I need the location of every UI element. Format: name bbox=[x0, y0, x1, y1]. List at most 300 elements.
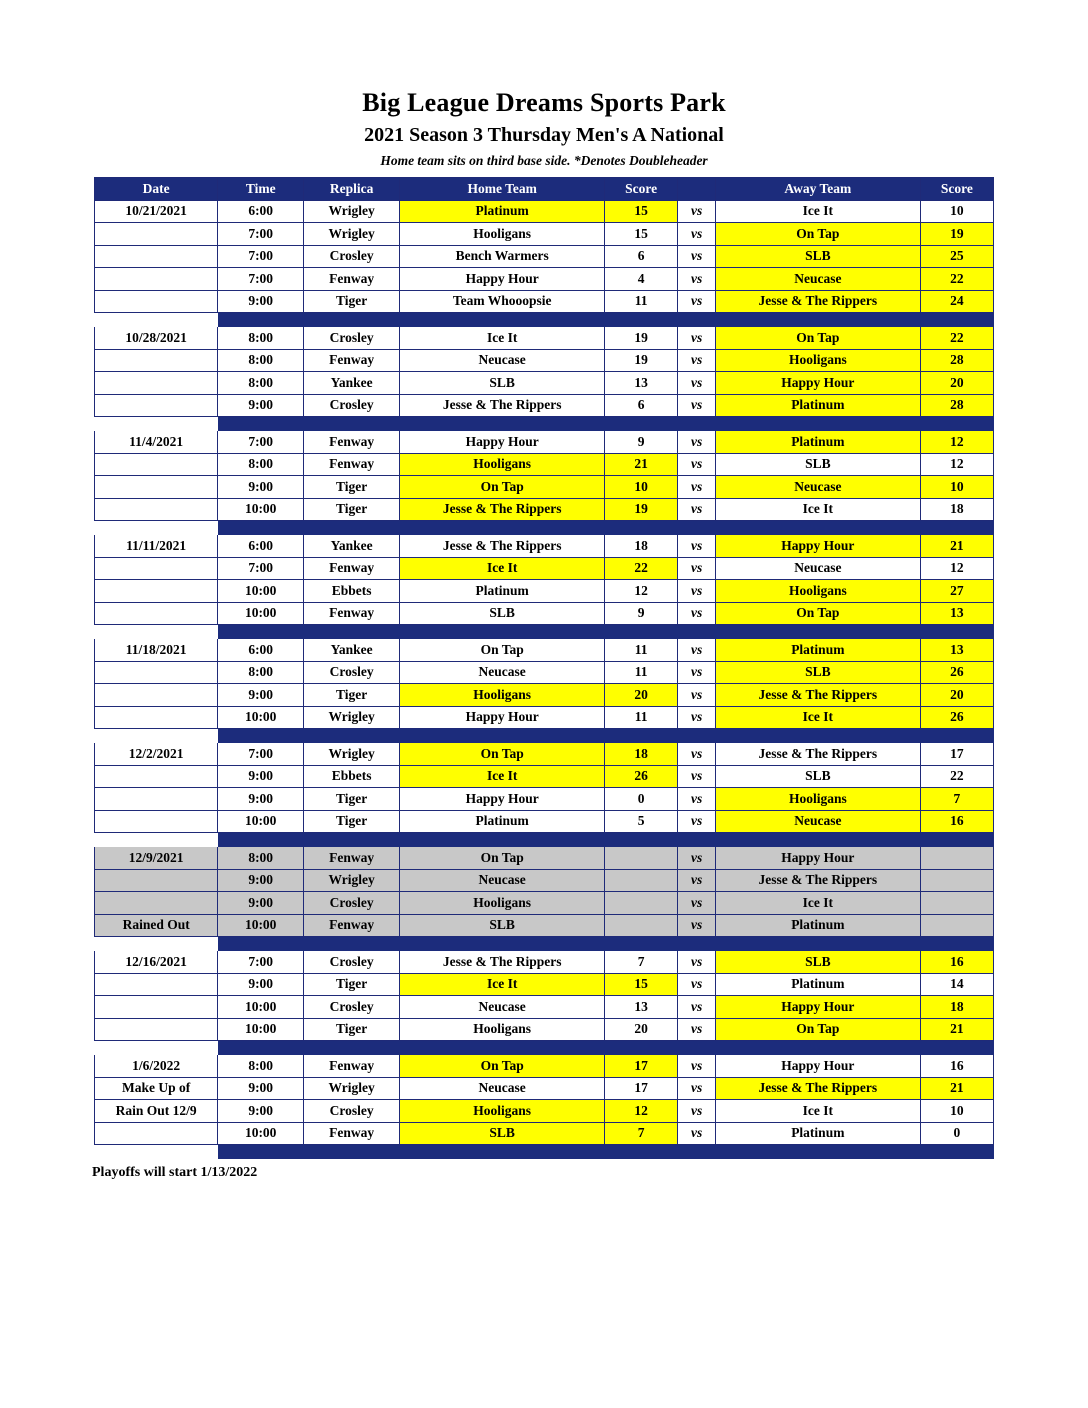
cell-date bbox=[95, 349, 218, 372]
table-row bbox=[95, 706, 994, 729]
cell-away-team: Ice It bbox=[715, 200, 920, 223]
cell-time: 7:00 bbox=[218, 223, 304, 246]
cell-home-score: 5 bbox=[605, 810, 678, 833]
cell-date bbox=[95, 476, 218, 499]
week-separator-row bbox=[95, 313, 994, 327]
cell-home-score: 7 bbox=[605, 951, 678, 974]
cell-home-team: Happy Hour bbox=[400, 706, 605, 729]
cell-home-score bbox=[605, 847, 678, 870]
cell-vs: vs bbox=[678, 431, 716, 454]
cell-away-score: 10 bbox=[920, 1100, 993, 1123]
cell-replica: Fenway bbox=[304, 1055, 400, 1078]
cell-replica: Ebbets bbox=[304, 765, 400, 788]
cell-home-team: Neucase bbox=[400, 1077, 605, 1100]
table-row bbox=[95, 245, 994, 268]
cell-home-team: Ice It bbox=[400, 973, 605, 996]
cell-away-team: Hooligans bbox=[715, 349, 920, 372]
cell-away-score: 21 bbox=[920, 1018, 993, 1041]
cell-time: 9:00 bbox=[218, 973, 304, 996]
cell-vs: vs bbox=[678, 1018, 716, 1041]
cell-date bbox=[95, 602, 218, 625]
cell-home-team: Jesse & The Rippers bbox=[400, 951, 605, 974]
cell-away-team: Neucase bbox=[715, 268, 920, 291]
separator-blank-cell bbox=[95, 937, 218, 951]
cell-date bbox=[95, 765, 218, 788]
cell-date bbox=[95, 706, 218, 729]
cell-home-score bbox=[605, 914, 678, 937]
cell-time: 10:00 bbox=[218, 498, 304, 521]
cell-time: 9:00 bbox=[218, 394, 304, 417]
table-row bbox=[95, 498, 994, 521]
cell-away-score: 22 bbox=[920, 268, 993, 291]
table-row bbox=[95, 951, 994, 974]
cell-time: 7:00 bbox=[218, 951, 304, 974]
table-row bbox=[95, 223, 994, 246]
cell-replica: Fenway bbox=[304, 1122, 400, 1145]
cell-vs: vs bbox=[678, 580, 716, 603]
cell-replica: Fenway bbox=[304, 453, 400, 476]
cell-home-score: 7 bbox=[605, 1122, 678, 1145]
cell-replica: Yankee bbox=[304, 535, 400, 558]
cell-vs: vs bbox=[678, 847, 716, 870]
cell-replica: Tiger bbox=[304, 1018, 400, 1041]
table-body bbox=[95, 200, 994, 1159]
cell-date: 12/16/2021 bbox=[95, 951, 218, 974]
table-row bbox=[95, 684, 994, 707]
table-row bbox=[95, 1122, 994, 1145]
cell-home-score: 17 bbox=[605, 1077, 678, 1100]
cell-time: 8:00 bbox=[218, 1055, 304, 1078]
cell-away-score: 20 bbox=[920, 684, 993, 707]
cell-home-team: On Tap bbox=[400, 847, 605, 870]
cell-home-team: Neucase bbox=[400, 869, 605, 892]
cell-home-team: SLB bbox=[400, 602, 605, 625]
cell-vs: vs bbox=[678, 223, 716, 246]
table-row bbox=[95, 810, 994, 833]
cell-vs: vs bbox=[678, 661, 716, 684]
cell-replica: Yankee bbox=[304, 639, 400, 662]
cell-vs: vs bbox=[678, 394, 716, 417]
cell-vs: vs bbox=[678, 349, 716, 372]
cell-time: 7:00 bbox=[218, 557, 304, 580]
cell-away-score: 12 bbox=[920, 453, 993, 476]
cell-time: 7:00 bbox=[218, 743, 304, 766]
cell-away-team: Jesse & The Rippers bbox=[715, 684, 920, 707]
cell-date: 12/2/2021 bbox=[95, 743, 218, 766]
cell-home-score: 11 bbox=[605, 706, 678, 729]
cell-away-team: Happy Hour bbox=[715, 996, 920, 1019]
cell-vs: vs bbox=[678, 951, 716, 974]
cell-time: 9:00 bbox=[218, 869, 304, 892]
cell-away-team: Happy Hour bbox=[715, 535, 920, 558]
column-header-vs bbox=[678, 178, 716, 201]
cell-home-score: 11 bbox=[605, 639, 678, 662]
separator-bar bbox=[218, 1041, 994, 1055]
table-row bbox=[95, 557, 994, 580]
table-header-row bbox=[95, 178, 994, 201]
cell-home-team: Jesse & The Rippers bbox=[400, 535, 605, 558]
table-row bbox=[95, 580, 994, 603]
separator-blank-cell bbox=[95, 1145, 218, 1159]
cell-time: 10:00 bbox=[218, 602, 304, 625]
cell-replica: Crosley bbox=[304, 1100, 400, 1123]
cell-home-score: 13 bbox=[605, 372, 678, 395]
cell-home-score: 18 bbox=[605, 535, 678, 558]
cell-away-score: 24 bbox=[920, 290, 993, 313]
cell-home-team: Hooligans bbox=[400, 684, 605, 707]
cell-away-score: 22 bbox=[920, 327, 993, 350]
table-row bbox=[95, 349, 994, 372]
cell-date bbox=[95, 290, 218, 313]
cell-home-score: 6 bbox=[605, 394, 678, 417]
cell-date bbox=[95, 223, 218, 246]
cell-home-score: 9 bbox=[605, 431, 678, 454]
cell-home-team: SLB bbox=[400, 372, 605, 395]
week-separator-row bbox=[95, 1041, 994, 1055]
table-row bbox=[95, 869, 994, 892]
cell-away-team: Neucase bbox=[715, 557, 920, 580]
cell-away-score: 16 bbox=[920, 810, 993, 833]
cell-vs: vs bbox=[678, 535, 716, 558]
cell-away-score: 13 bbox=[920, 639, 993, 662]
cell-vs: vs bbox=[678, 602, 716, 625]
cell-away-team: Jesse & The Rippers bbox=[715, 743, 920, 766]
column-header-replica: Replica bbox=[304, 178, 400, 201]
cell-replica: Tiger bbox=[304, 788, 400, 811]
cell-replica: Wrigley bbox=[304, 743, 400, 766]
cell-vs: vs bbox=[678, 290, 716, 313]
cell-away-team: Neucase bbox=[715, 476, 920, 499]
cell-replica: Crosley bbox=[304, 996, 400, 1019]
cell-time: 9:00 bbox=[218, 684, 304, 707]
cell-home-score: 20 bbox=[605, 684, 678, 707]
cell-home-team: Hooligans bbox=[400, 892, 605, 915]
cell-date: 1/6/2022 bbox=[95, 1055, 218, 1078]
cell-replica: Crosley bbox=[304, 327, 400, 350]
cell-home-score: 15 bbox=[605, 973, 678, 996]
cell-home-score: 26 bbox=[605, 765, 678, 788]
cell-vs: vs bbox=[678, 869, 716, 892]
cell-home-team: Hooligans bbox=[400, 1100, 605, 1123]
cell-date: Rained Out bbox=[95, 914, 218, 937]
cell-away-score: 26 bbox=[920, 706, 993, 729]
cell-away-team: SLB bbox=[715, 951, 920, 974]
cell-away-score: 12 bbox=[920, 431, 993, 454]
table-row bbox=[95, 602, 994, 625]
cell-away-score: 28 bbox=[920, 349, 993, 372]
column-header-home-team: Home Team bbox=[400, 178, 605, 201]
cell-home-team: Hooligans bbox=[400, 1018, 605, 1041]
cell-home-score: 22 bbox=[605, 557, 678, 580]
cell-away-team: Ice It bbox=[715, 498, 920, 521]
week-separator-row bbox=[95, 833, 994, 847]
cell-home-score: 9 bbox=[605, 602, 678, 625]
separator-blank-cell bbox=[95, 1041, 218, 1055]
cell-time: 6:00 bbox=[218, 535, 304, 558]
cell-vs: vs bbox=[678, 200, 716, 223]
cell-time: 10:00 bbox=[218, 996, 304, 1019]
cell-away-score: 14 bbox=[920, 973, 993, 996]
cell-home-score: 15 bbox=[605, 200, 678, 223]
table-row bbox=[95, 996, 994, 1019]
cell-home-team: On Tap bbox=[400, 1055, 605, 1078]
cell-vs: vs bbox=[678, 810, 716, 833]
cell-away-team: SLB bbox=[715, 453, 920, 476]
cell-date bbox=[95, 810, 218, 833]
separator-bar bbox=[218, 625, 994, 639]
cell-time: 10:00 bbox=[218, 706, 304, 729]
cell-vs: vs bbox=[678, 973, 716, 996]
cell-home-team: SLB bbox=[400, 914, 605, 937]
cell-time: 7:00 bbox=[218, 268, 304, 291]
table-row bbox=[95, 639, 994, 662]
cell-vs: vs bbox=[678, 892, 716, 915]
table-row bbox=[95, 1100, 994, 1123]
cell-time: 10:00 bbox=[218, 580, 304, 603]
cell-replica: Crosley bbox=[304, 661, 400, 684]
cell-replica: Tiger bbox=[304, 810, 400, 833]
cell-date bbox=[95, 1122, 218, 1145]
table-row bbox=[95, 453, 994, 476]
cell-vs: vs bbox=[678, 327, 716, 350]
cell-home-score: 11 bbox=[605, 290, 678, 313]
cell-vs: vs bbox=[678, 765, 716, 788]
cell-replica: Crosley bbox=[304, 892, 400, 915]
table-row bbox=[95, 476, 994, 499]
cell-away-team: On Tap bbox=[715, 1018, 920, 1041]
table-row bbox=[95, 372, 994, 395]
cell-time: 9:00 bbox=[218, 788, 304, 811]
separator-bar bbox=[218, 417, 994, 431]
cell-vs: vs bbox=[678, 268, 716, 291]
cell-home-score bbox=[605, 892, 678, 915]
cell-away-team: SLB bbox=[715, 661, 920, 684]
cell-home-score: 21 bbox=[605, 453, 678, 476]
table-row bbox=[95, 788, 994, 811]
separator-bar bbox=[218, 833, 994, 847]
cell-vs: vs bbox=[678, 996, 716, 1019]
table-row bbox=[95, 1055, 994, 1078]
cell-home-score: 10 bbox=[605, 476, 678, 499]
table-row bbox=[95, 327, 994, 350]
cell-home-score: 4 bbox=[605, 268, 678, 291]
cell-vs: vs bbox=[678, 706, 716, 729]
cell-replica: Tiger bbox=[304, 290, 400, 313]
cell-vs: vs bbox=[678, 372, 716, 395]
cell-time: 8:00 bbox=[218, 327, 304, 350]
cell-date bbox=[95, 557, 218, 580]
column-header-home-score: Score bbox=[605, 178, 678, 201]
cell-time: 8:00 bbox=[218, 847, 304, 870]
document-header bbox=[0, 0, 1088, 169]
cell-home-team: Happy Hour bbox=[400, 788, 605, 811]
cell-home-score: 17 bbox=[605, 1055, 678, 1078]
cell-away-score: 0 bbox=[920, 1122, 993, 1145]
cell-away-team: Happy Hour bbox=[715, 847, 920, 870]
cell-date bbox=[95, 268, 218, 291]
cell-home-score: 19 bbox=[605, 498, 678, 521]
cell-away-team: SLB bbox=[715, 765, 920, 788]
cell-replica: Wrigley bbox=[304, 706, 400, 729]
cell-time: 10:00 bbox=[218, 1018, 304, 1041]
cell-home-team: On Tap bbox=[400, 639, 605, 662]
cell-home-team: Jesse & The Rippers bbox=[400, 394, 605, 417]
cell-away-score: 16 bbox=[920, 1055, 993, 1078]
cell-time: 8:00 bbox=[218, 453, 304, 476]
cell-away-score: 26 bbox=[920, 661, 993, 684]
cell-home-score: 11 bbox=[605, 661, 678, 684]
cell-away-team: Hooligans bbox=[715, 580, 920, 603]
cell-replica: Fenway bbox=[304, 349, 400, 372]
cell-away-team: Ice It bbox=[715, 892, 920, 915]
cell-replica: Tiger bbox=[304, 476, 400, 499]
table-row bbox=[95, 290, 994, 313]
cell-time: 10:00 bbox=[218, 914, 304, 937]
cell-home-score: 15 bbox=[605, 223, 678, 246]
cell-date: 10/28/2021 bbox=[95, 327, 218, 350]
cell-away-score: 28 bbox=[920, 394, 993, 417]
cell-replica: Wrigley bbox=[304, 223, 400, 246]
cell-date bbox=[95, 453, 218, 476]
cell-date bbox=[95, 245, 218, 268]
cell-time: 9:00 bbox=[218, 765, 304, 788]
cell-home-score bbox=[605, 869, 678, 892]
column-header-date: Date bbox=[95, 178, 218, 201]
cell-vs: vs bbox=[678, 914, 716, 937]
cell-away-score: 10 bbox=[920, 476, 993, 499]
cell-replica: Wrigley bbox=[304, 869, 400, 892]
cell-time: 6:00 bbox=[218, 200, 304, 223]
cell-away-score: 21 bbox=[920, 535, 993, 558]
table-row bbox=[95, 535, 994, 558]
cell-date: Make Up of bbox=[95, 1077, 218, 1100]
cell-replica: Fenway bbox=[304, 268, 400, 291]
cell-home-team: Happy Hour bbox=[400, 431, 605, 454]
week-separator-row bbox=[95, 625, 994, 639]
cell-date bbox=[95, 394, 218, 417]
cell-time: 10:00 bbox=[218, 810, 304, 833]
table-row bbox=[95, 661, 994, 684]
cell-away-score: 22 bbox=[920, 765, 993, 788]
cell-time: 7:00 bbox=[218, 245, 304, 268]
table-row bbox=[95, 1077, 994, 1100]
cell-home-team: Happy Hour bbox=[400, 268, 605, 291]
cell-away-score: 27 bbox=[920, 580, 993, 603]
cell-vs: vs bbox=[678, 743, 716, 766]
cell-vs: vs bbox=[678, 476, 716, 499]
table-row bbox=[95, 765, 994, 788]
cell-vs: vs bbox=[678, 1122, 716, 1145]
cell-time: 7:00 bbox=[218, 431, 304, 454]
cell-home-team: Bench Warmers bbox=[400, 245, 605, 268]
cell-time: 8:00 bbox=[218, 349, 304, 372]
cell-away-score bbox=[920, 869, 993, 892]
cell-away-score bbox=[920, 847, 993, 870]
cell-home-score: 13 bbox=[605, 996, 678, 1019]
cell-time: 8:00 bbox=[218, 372, 304, 395]
cell-time: 8:00 bbox=[218, 661, 304, 684]
cell-replica: Fenway bbox=[304, 557, 400, 580]
separator-bar bbox=[218, 1145, 994, 1159]
cell-date: 11/11/2021 bbox=[95, 535, 218, 558]
page-note: Home team sits on third base side. *Denotes Doubleheader bbox=[380, 153, 708, 168]
table-row bbox=[95, 394, 994, 417]
cell-home-team: Team Whooopsie bbox=[400, 290, 605, 313]
cell-away-score: 19 bbox=[920, 223, 993, 246]
table-row bbox=[95, 847, 994, 870]
cell-home-score: 20 bbox=[605, 1018, 678, 1041]
cell-away-team: Happy Hour bbox=[715, 1055, 920, 1078]
cell-home-score: 6 bbox=[605, 245, 678, 268]
cell-date bbox=[95, 1018, 218, 1041]
page-title: Big League Dreams Sports Park bbox=[362, 88, 726, 117]
table-row bbox=[95, 973, 994, 996]
cell-replica: Fenway bbox=[304, 847, 400, 870]
cell-away-team: Platinum bbox=[715, 394, 920, 417]
page-subtitle: 2021 Season 3 Thursday Men's A National bbox=[364, 124, 724, 146]
cell-replica: Yankee bbox=[304, 372, 400, 395]
cell-home-score: 18 bbox=[605, 743, 678, 766]
cell-time: 9:00 bbox=[218, 892, 304, 915]
cell-replica: Tiger bbox=[304, 498, 400, 521]
cell-away-team: SLB bbox=[715, 245, 920, 268]
cell-away-team: Ice It bbox=[715, 1100, 920, 1123]
cell-away-team: On Tap bbox=[715, 327, 920, 350]
cell-vs: vs bbox=[678, 788, 716, 811]
cell-home-team: On Tap bbox=[400, 476, 605, 499]
week-separator-row bbox=[95, 521, 994, 535]
cell-away-team: Jesse & The Rippers bbox=[715, 869, 920, 892]
cell-home-score: 19 bbox=[605, 327, 678, 350]
cell-vs: vs bbox=[678, 639, 716, 662]
cell-away-score: 10 bbox=[920, 200, 993, 223]
schedule-table bbox=[94, 177, 994, 1159]
cell-time: 9:00 bbox=[218, 476, 304, 499]
separator-blank-cell bbox=[95, 417, 218, 431]
cell-replica: Fenway bbox=[304, 914, 400, 937]
cell-home-team: Neucase bbox=[400, 349, 605, 372]
week-separator-row bbox=[95, 417, 994, 431]
cell-home-team: Ice It bbox=[400, 765, 605, 788]
table-row bbox=[95, 914, 994, 937]
cell-home-team: Platinum bbox=[400, 200, 605, 223]
cell-replica: Tiger bbox=[304, 973, 400, 996]
separator-bar bbox=[218, 521, 994, 535]
cell-home-score: 19 bbox=[605, 349, 678, 372]
separator-bar bbox=[218, 313, 994, 327]
cell-away-team: On Tap bbox=[715, 602, 920, 625]
cell-time: 9:00 bbox=[218, 290, 304, 313]
cell-date bbox=[95, 580, 218, 603]
table-row bbox=[95, 1018, 994, 1041]
cell-home-team: Platinum bbox=[400, 580, 605, 603]
separator-bar bbox=[218, 937, 994, 951]
cell-away-team: Neucase bbox=[715, 810, 920, 833]
cell-replica: Fenway bbox=[304, 602, 400, 625]
cell-date bbox=[95, 869, 218, 892]
cell-date bbox=[95, 788, 218, 811]
cell-home-team: On Tap bbox=[400, 743, 605, 766]
cell-replica: Fenway bbox=[304, 431, 400, 454]
cell-away-team: Hooligans bbox=[715, 788, 920, 811]
cell-date bbox=[95, 892, 218, 915]
cell-replica: Wrigley bbox=[304, 1077, 400, 1100]
cell-vs: vs bbox=[678, 557, 716, 580]
cell-away-team: Platinum bbox=[715, 1122, 920, 1145]
cell-date: 11/18/2021 bbox=[95, 639, 218, 662]
cell-replica: Crosley bbox=[304, 245, 400, 268]
cell-replica: Wrigley bbox=[304, 200, 400, 223]
